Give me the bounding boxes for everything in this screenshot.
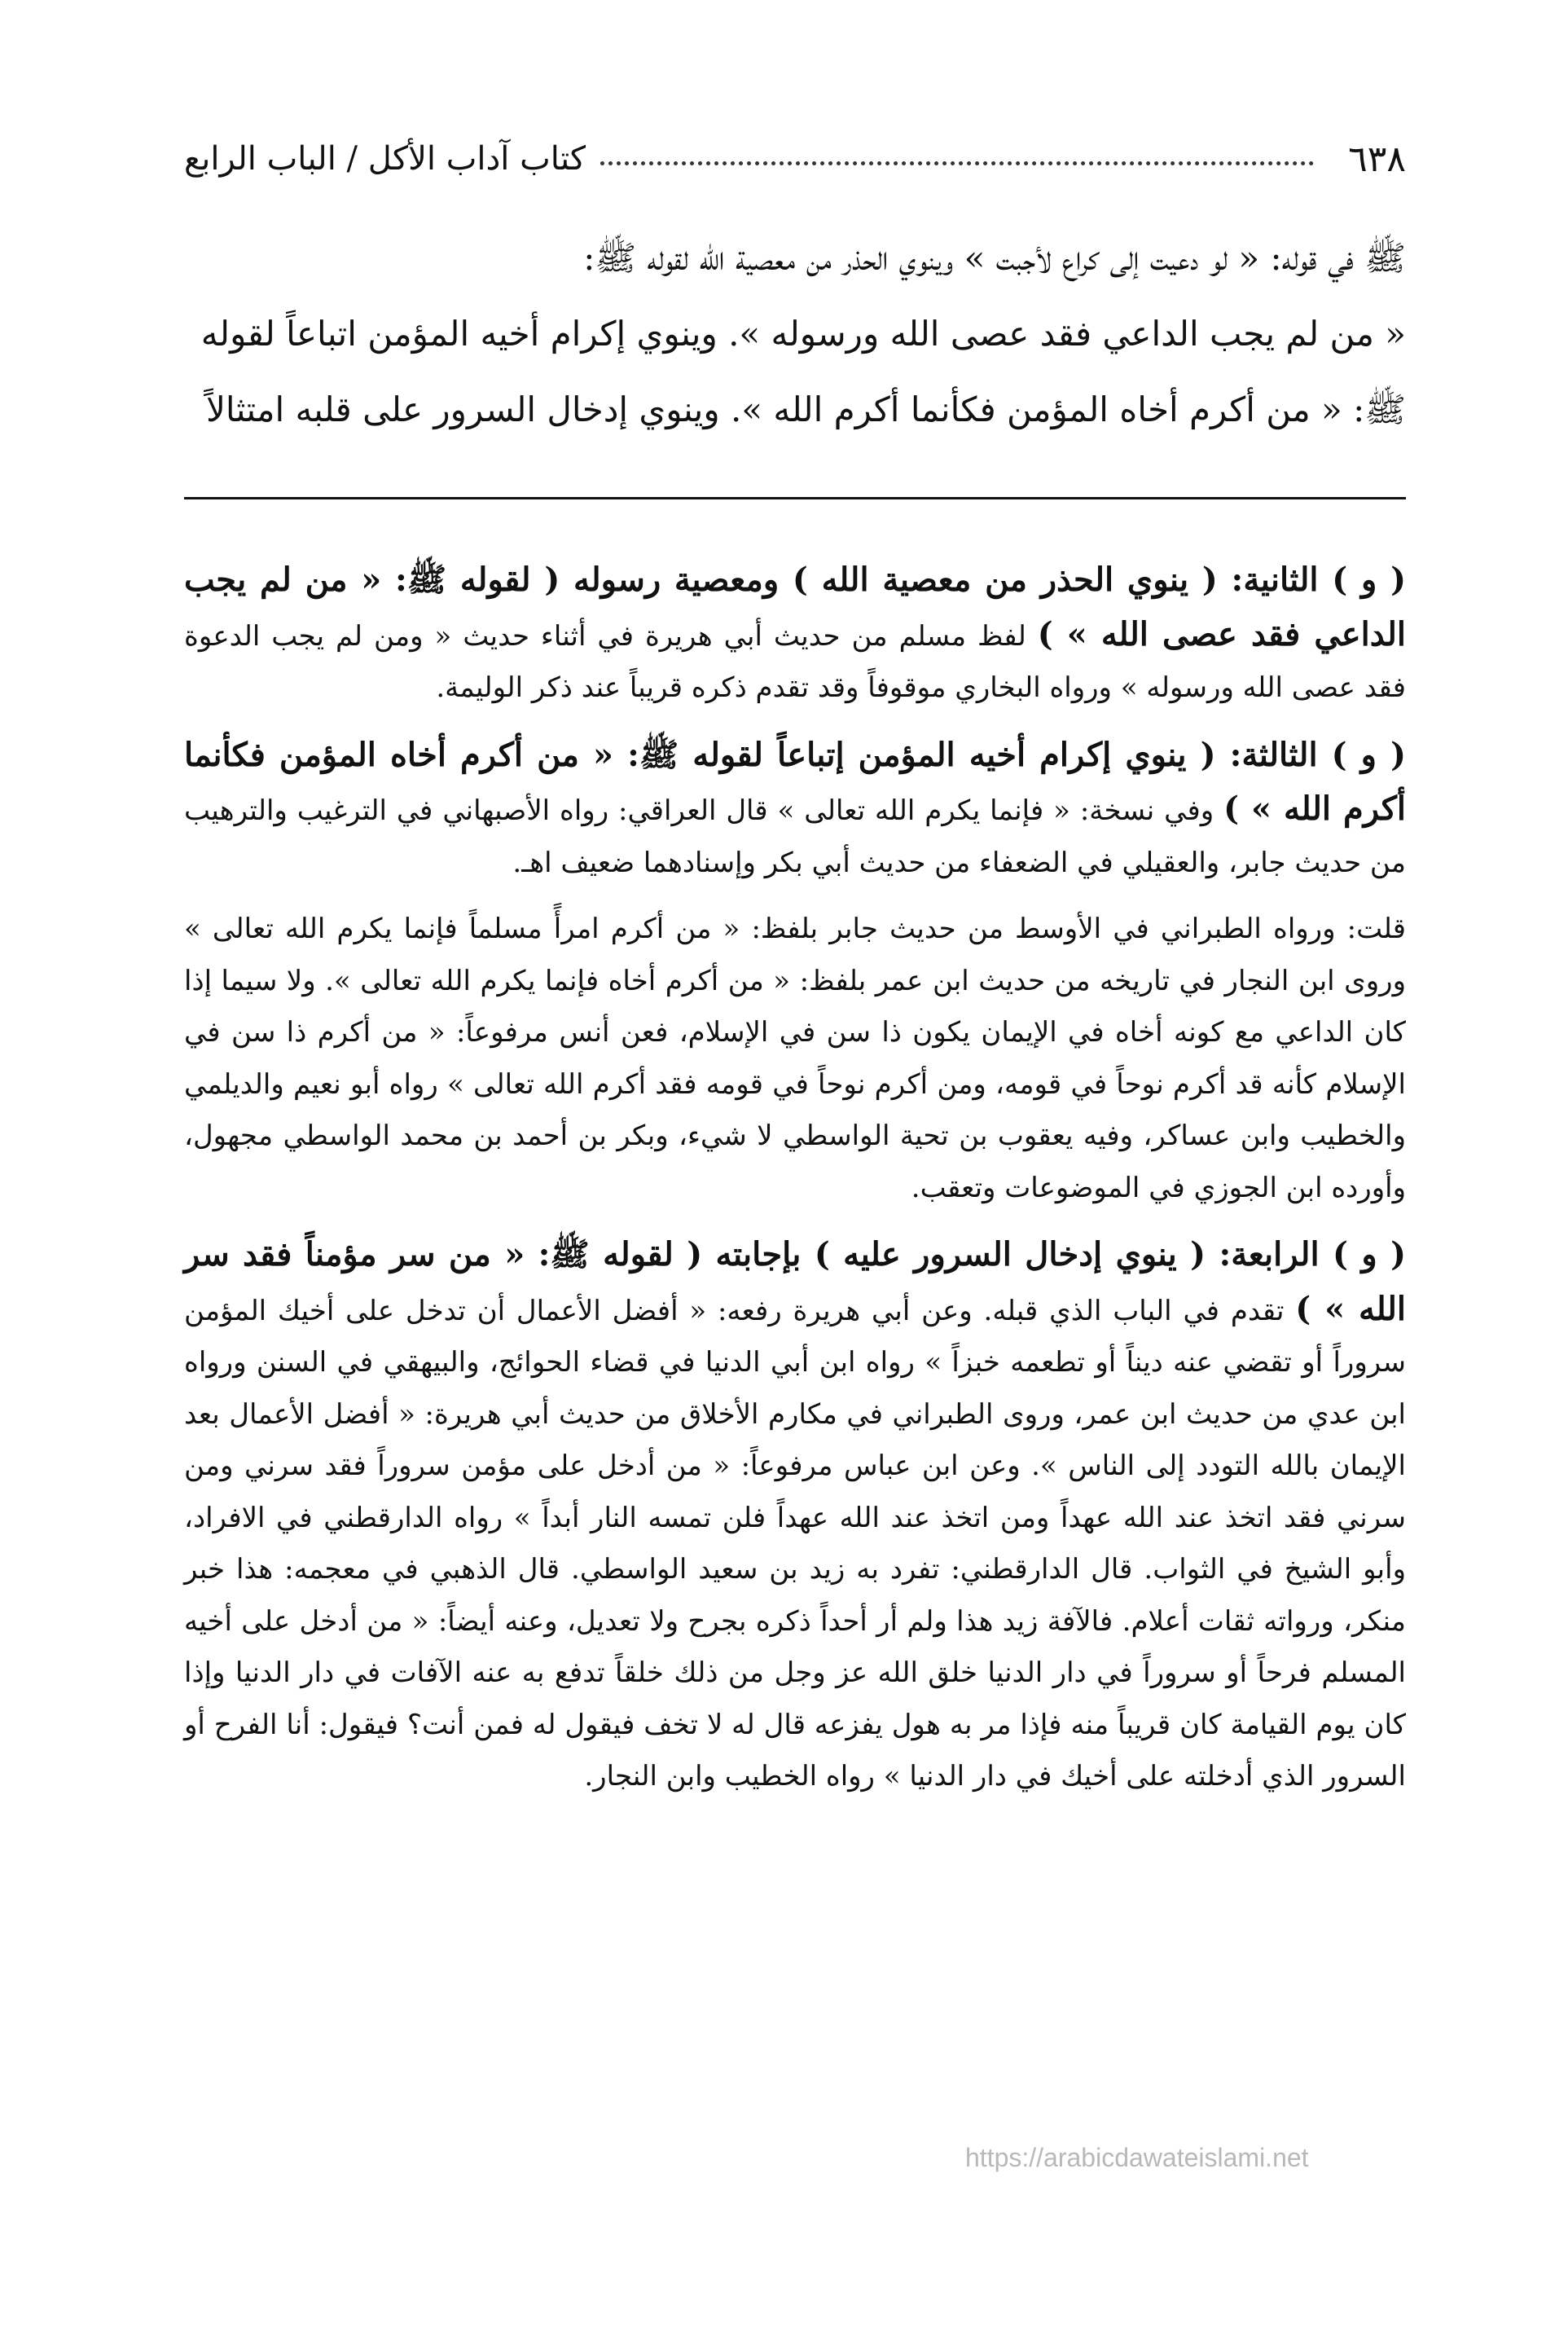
main-text-line: « من لم يجب الداعي فقد عصى الله ورسوله ». وينوي إكرام أخيه المؤمن اتباعاً لقوله — [200, 314, 1406, 354]
commentary — [184, 554, 1406, 1818]
commentary-text: وفي نسخة: « فإنما يكرم الله تعالى » قال العراقي: رواه الأصبهاني في الترغيب والترهيب من حديث جابر، والعقيلي في الضعفاء من حديث أبي بكر وإسنادهما ضعيف اهـ. — [184, 794, 1406, 879]
commentary-text: قلت: ورواه الطبراني في الأوسط من حديث جابر بلفظ: « من أكرم امرأً مسلماً فإنما يكرم الله تعالى » وروى ابن النجار في تاريخه من حديث ابن عمر بلفظ: « من أكرم أخاه فإنما يكرم الله تعالى ». ولا سيما إذا كان الداعي مع كونه أخاه في الإيمان يكون ذا سن في الإسلام، فعن أنس مرفوعاً: « من أكرم ذا سن في الإسلام كأنه قد أكرم نوحاً في قومه، ومن أكرم نوحاً في قومه فقد أكرم الله تعالى » رواه أبو نعيم والديلمي والخطيب وابن عساكر، وفيه يعقوب بن تحية الواسطي لا شيء، وبكر بن أحمد بن محمد الواسطي مجهول، وأورده ابن الجوزي في الموضوعات وتعقب. — [184, 913, 1406, 1204]
commentary-lemma: ( و ) الثانية: ( ينوي الحذر من معصية الله ) ومعصية رسوله ( لقوله ﷺ: « من لم يجب الداعي فقد عصى الله » ) — [184, 561, 1406, 653]
dotted-leader — [600, 161, 1314, 165]
main-text — [184, 220, 1406, 447]
commentary-text: لفظ مسلم من حديث أبي هريرة في أثناء حديث « ومن لم يجب الدعوة فقد عصى الله ورسوله » ورواه البخاري موقوفاً وقد تقدم ذكره قريباً عند ذكر الوليمة. — [184, 619, 1406, 704]
commentary-paragraph — [184, 554, 1406, 715]
main-text-line: ﷺ: « من أكرم أخاه المؤمن فكأنما أكرم الله ». وينوي إدخال السرور على قلبه امتثالاً — [205, 389, 1406, 429]
commentary-paragraph — [184, 729, 1406, 890]
commentary-paragraph — [184, 904, 1406, 1214]
main-text-line: ﷺ في قوله: « لو دعيت إلى كراع لأجبت » وينوي الحذر من معصية الله لقوله ﷺ: — [583, 238, 1406, 278]
commentary-text: تقدم في الباب الذي قبله. وعن أبي هريرة رفعه: « أفضل الأعمال أن تدخل على أخيك المؤمن سروراً أو تقضي عنه ديناً أو تطعمه خبزاً » رواه ابن أبي الدنيا في قضاء الحوائج، والبيهقي في السنن ورواه ابن عدي من حديث ابن عمر، وروى الطبراني في مكارم الأخلاق من حديث أبي هريرة: « أفضل الأعمال بعد الإيمان بالله التودد إلى الناس ». وعن ابن عباس مرفوعاً: « من أدخل على مؤمن سروراً فقد سرني ومن سرني فقد اتخذ عند الله عهداً ومن اتخذ عند الله عهداً فلن تمسه النار أبداً » رواه الدارقطني في الافراد، وأبو الشيخ في الثواب. قال الدارقطني: تفرد به زيد بن سعيد الواسطي. قال الذهبي في معجمه: هذا خبر منكر، ورواته ثقات أعلام. فالآفة زيد هذا ولم أر أحداً ذكره بجرح ولا تعديل، وعنه أيضاً: « من أدخل على أخيه المسلم فرحاً أو سروراً في دار الدنيا خلق الله عز وجل من ذلك خلقاً تدفع به عنه الآفات في دار الدنيا وإذا كان يوم القيامة كان قريباً منه فإذا مر به هول يفزعه قال له لا تخف فيقول له فمن أنت؟ فيقول: أنا الفرح أو السرور الذي أدخلته على أخيك في دار الدنيا » رواه الخطيب وابن النجار. — [184, 1294, 1406, 1793]
commentary-lemma: ( و ) الثالثة: ( ينوي إكرام أخيه المؤمن إتباعاً لقوله ﷺ: « من أكرم أخاه المؤمن فكأنما أكرم الله » ) — [184, 735, 1406, 828]
watermark-url: https://arabicdawateislami.net — [965, 2143, 1309, 2172]
commentary-paragraph — [184, 1229, 1406, 1803]
running-title: كتاب آداب الأكل / الباب الرابع — [184, 140, 586, 178]
commentary-lemma: ( و ) الرابعة: ( ينوي إدخال السرور عليه ) بإجابته ( لقوله ﷺ: « من سر مؤمناً فقد سر الله » ) — [184, 1235, 1407, 1328]
page-number: ٦٣٨ — [1348, 138, 1406, 180]
page-header — [184, 130, 1406, 187]
section-divider — [184, 497, 1406, 499]
